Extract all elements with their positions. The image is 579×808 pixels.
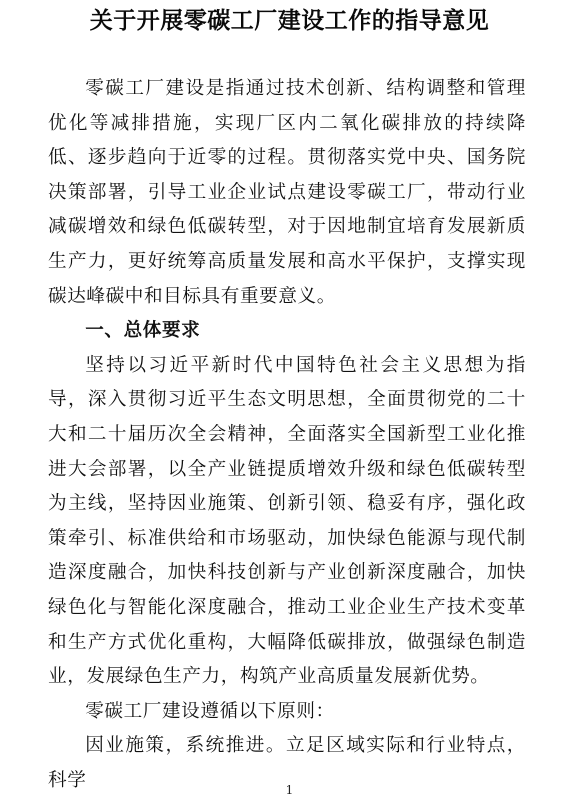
principles-intro-paragraph: 零碳工厂建设遵循以下原则： xyxy=(85,700,335,722)
principle-paragraph: 因业施策，系统推进。立足区域实际和行业特点，科学 xyxy=(48,735,526,791)
guiding-thought-paragraph: 坚持以习近平新时代中国特色社会主义思想为指导，深入贯彻习近平生态文明思想，全面贯彻党的二十大和二十届历次全会精神，全面落实全国新型工业化推进大会部署，以全产业链提质增效升级和绿色低碳转型为主线，坚持因业施策、创新引领、稳妥有序，强化政策牵引、标准供给和市场驱动，加快绿色能源与现代制造深度融合，加快科技创新与产业创新深度融合，加快绿色化与智能化深度融合，推动工业企业生产技术变革和生产方式优化重构，大幅降低碳排放，做强绿色制造业，发展绿色生产力，构筑产业高质量发展新优势。 xyxy=(48,354,526,688)
page-number: 1 xyxy=(285,783,294,797)
document-title: 关于开展零碳工厂建设工作的指导意见 xyxy=(89,8,490,34)
section-heading-general-requirements: 一、总体要求 xyxy=(85,320,201,342)
intro-paragraph: 零碳工厂建设是指通过技术创新、结构调整和管理优化等减排措施，实现厂区内二氧化碳排放的持续降低、逐步趋向于近零的过程。贯彻落实党中央、国务院决策部署，引导工业企业试点建设零碳工厂，带动行业减碳增效和绿色低碳转型，对于因地制宜培育发展新质生产力，更好统筹高质量发展和高水平保护，支撑实现碳达峰碳中和目标具有重要意义。 xyxy=(48,78,526,307)
document-body xyxy=(48,72,526,798)
